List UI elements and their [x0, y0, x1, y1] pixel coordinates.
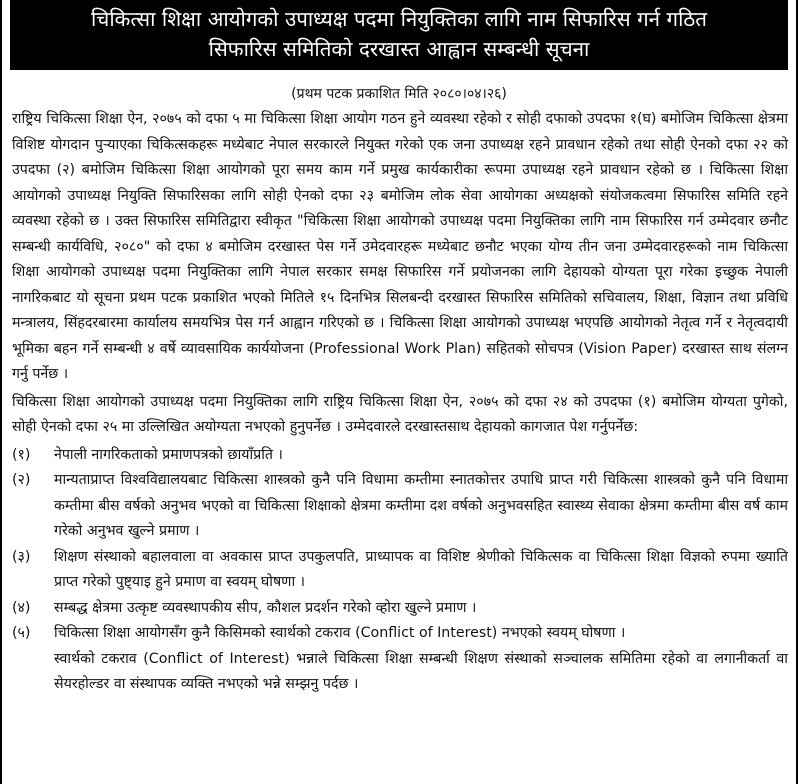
notice-body	[2, 107, 796, 698]
list-item-number: (५)	[12, 625, 31, 641]
paragraph-qualification: चिकित्सा शिक्षा आयोगको उपाध्यक्ष पदमा नियुक्तिका लागि राष्ट्रिय चिकित्सा शिक्षा ऐन, २०७५ को दफा २४ को उपदफा (१) बमोजिम योग्यता पुगेको, सोही ऐनको दफा २५ मा उल्लिखित अयोग्यता नभएको हुनुपर्नेछ । उम्मेदवारले दरखास्तसाथ देहायको कागजात पेश गर्नुपर्नेछ:	[12, 393, 788, 435]
notice-title-banner	[10, 0, 788, 70]
notice-title-line-2: सिफारिस समितिको दरखास्त आह्वान सम्बन्धी सूचना	[208, 37, 590, 61]
document-requirements-list	[12, 443, 788, 647]
list-item-number: (२)	[12, 472, 31, 488]
publication-date: (प्रथम पटक प्रकाशित मिति २०८०।०४।२६)	[291, 86, 507, 102]
paragraph-intro: राष्ट्रिय चिकित्सा शिक्षा ऐन, २०७५ को दफा ५ मा चिकित्सा शिक्षा आयोग गठन हुने व्यवस्था रहेको र सोही दफाको उपदफा १(घ) बमोजिम चिकित्सा क्षेत्रमा विशिष्ट योगदान पुर्‍याएका चिकित्सकहरू मध्येबाट नेपाल सरकारले नियुक्त गरेको एक जना उपाध्यक्ष रहने प्रावधान रहेको तथा सोही ऐनको दफा २२ को उपदफा (२) बमोजिम चिकित्सा शिक्षा आयोगको पूरा समय काम गर्ने प्रमुख कार्यकारीका रूपमा उपाध्यक्ष रहने प्रावधान रहेको छ । चिकित्सा शिक्षा आयोगको उपाध्यक्ष नियुक्ति सिफारिसका लागि सोही ऐनको दफा २३ बमोजिम लोक सेवा आयोगका अध्यक्षको संयोजकत्वमा सिफारिस समिति रहने व्यवस्था रहेको छ । उक्त सिफारिस समितिद्वारा स्वीकृत "चिकित्सा शिक्षा आयोगको उपाध्यक्ष पदमा नियुक्तिका लागि नाम सिफारिस गर्न उम्मेदवार छनौट सम्बन्धी कार्यविधि, २०८०" को दफा ४ बमोजिम दरखास्त पेस गर्ने उमेदवारहरू मध्येबाट छनौट भएका योग्य तीन जना उम्मेदवारहरूको नाम चिकित्सा शिक्षा आयोगको उपाध्यक्ष पदमा नियुक्तिका लागि नेपाल सरकार समक्ष सिफारिस गर्ने प्रयोजनका लागि देहायको योग्यता पूरा गरेका इच्छुक नेपाली नागरिकबाट यो सूचना प्रथम पटक प्रकाशित भएको मितिले १५ दिनभित्र सिलबन्दी दरखास्त सिफारिस समितिको सचिवालय, शिक्षा, विज्ञान तथा प्रविधि मन्त्रालय, सिंहदरबारमा कार्यालय समयभित्र पेस गर्न आह्वान गरिएको छ । चिकित्सा शिक्षा आयोगको उपाध्यक्ष भएपछि आयोगको नेतृत्व गर्ने र नेतृत्वदायी भूमिका बहन गर्ने सम्बन्धी ४ वर्षे व्यावसायिक कार्ययोजना (Professional Work Plan) सहितको सोचपत्र (Vision Paper) दरखास्त साथ संलग्न गर्नु पर्नेछ ।	[12, 111, 788, 382]
list-item-text: सम्बद्ध क्षेत्रमा उत्कृष्ट व्यवस्थापकीय सीप, कौशल प्रदर्शन गरेको व्होरा खुल्ने प्रमाण ।	[54, 599, 477, 616]
list-item-text: शिक्षण संस्थाको बहालवाला वा अवकास प्राप्त उपकुलपति, प्राध्यापक वा विशिष्ट श्रेणीको चिकित्सक वा चिकित्सा शिक्षा विज्ञको रुपमा ख्याति प्राप्त गरेको पुष्ट्याइ हुने प्रमाण वा स्वयम् घोषणा ।	[54, 548, 788, 590]
list-item	[12, 545, 788, 596]
list-item	[12, 621, 788, 647]
list-item-number: (१)	[12, 446, 31, 463]
list-item	[12, 596, 788, 622]
list-item	[12, 443, 788, 469]
list-item-text: मान्यताप्राप्त विश्वविद्यालयबाट चिकित्सा शास्त्रको कुनै पनि विधामा कम्तीमा स्नातकोत्तर उपाधि प्राप्त गरी चिकित्सा शास्त्रको कुनै पनि विधामा कम्तीमा बीस वर्षको अनुभव भएको वा चिकित्सा शिक्षाको क्षेत्रमा कम्तीमा दश वर्षको अनुभवसहित स्वास्थ्य सेवाका क्षेत्रमा कम्तीमा बीस वर्ष काम गरेको अनुभव खुल्ने प्रमाण ।	[54, 472, 788, 539]
list-item-number: (४)	[12, 599, 31, 616]
list-item-text: नेपाली नागरिकताको प्रमाणपत्रको छायाँप्रति ।	[54, 446, 283, 463]
conflict-of-interest-note: स्वार्थको टकराव (Conflict of Interest) भन्नाले चिकित्सा शिक्षा सम्बन्धी शिक्षण संस्थाको सञ्चालक समितिमा रहेको वा लगानीकर्ता वा सेयरहोल्डर वा संस्थापक व्यक्ति नभएको भन्ने सम्झनु पर्दछ ।	[54, 650, 788, 692]
list-item	[12, 468, 788, 545]
list-item-number: (३)	[12, 548, 31, 565]
notice-title-line-1: चिकित्सा शिक्षा आयोगको उपाध्यक्ष पदमा नियुक्तिका लागि नाम सिफारिस गर्न गठित	[91, 7, 707, 31]
list-item-text: चिकित्सा शिक्षा आयोगसँग कुनै किसिमको स्वार्थको टकराव (Conflict of Interest) नभएको स्वयम् घोषणा ।	[54, 625, 626, 641]
